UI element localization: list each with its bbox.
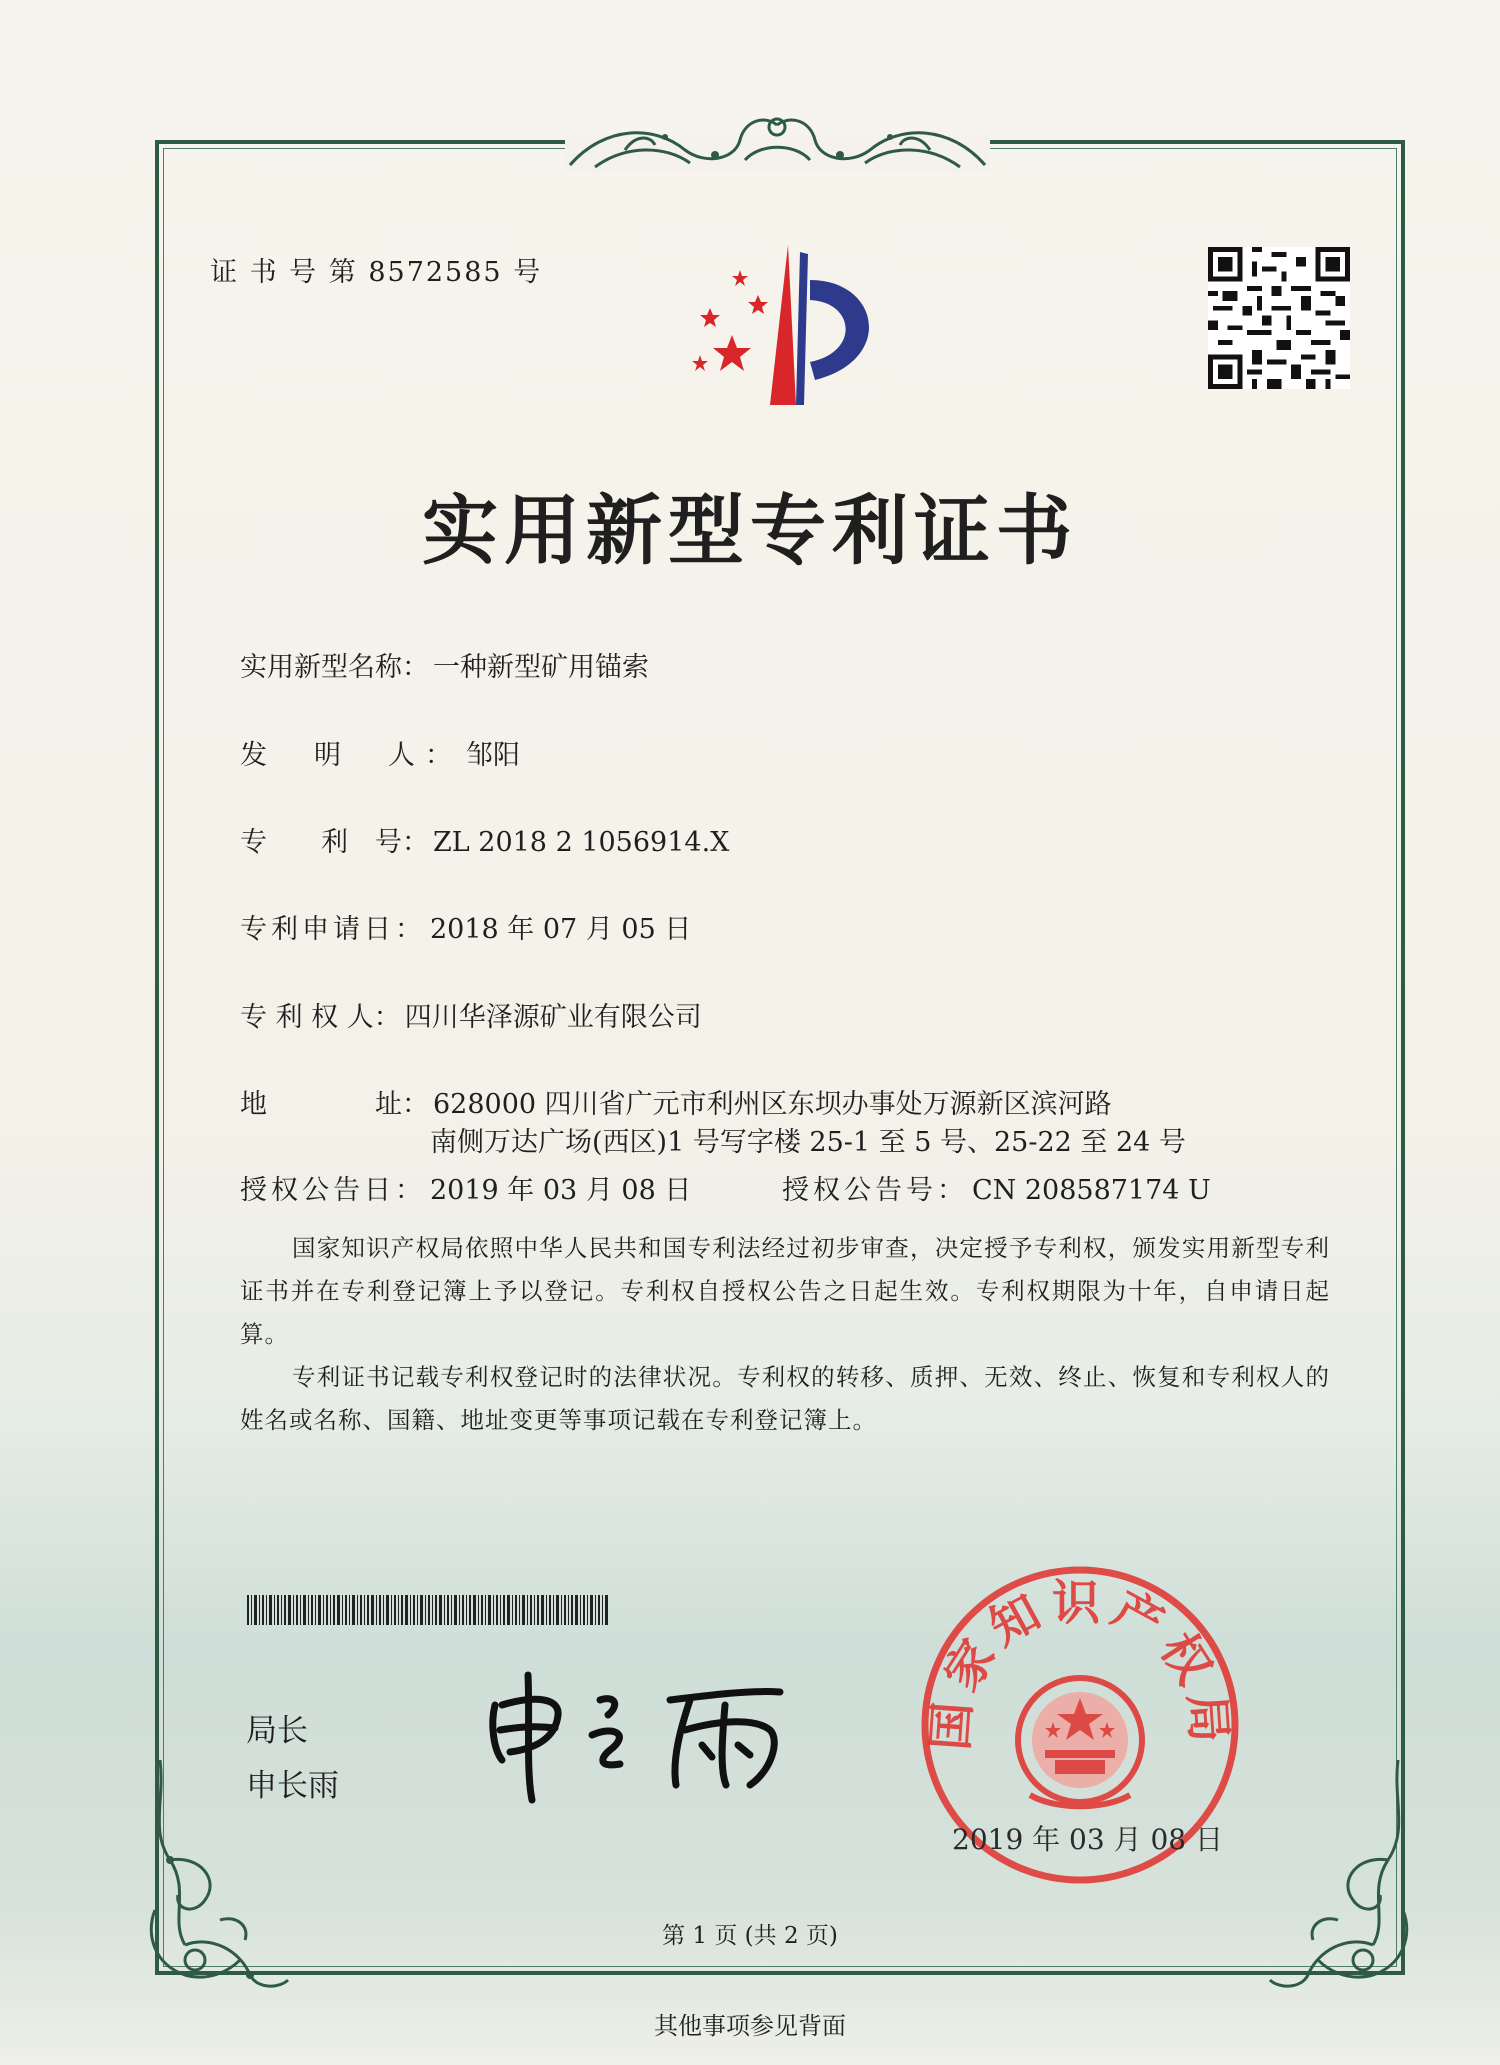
cnipa-emblem-icon	[670, 240, 900, 410]
field-value: CN 208587174 U	[972, 1175, 1211, 1206]
field-label: 实用新型名称：	[240, 652, 429, 683]
field-address	[240, 1082, 1112, 1121]
top-ornament	[565, 105, 990, 180]
field-value: 2018 年 07 月 05 日	[430, 914, 692, 945]
field-label: 地 址：	[240, 1089, 429, 1120]
barcode	[247, 1595, 609, 1625]
field-grant-pub-number	[782, 1168, 1211, 1207]
footer-note: 其他事项参见背面	[654, 2012, 846, 2040]
field-label: 授权公告号：	[782, 1175, 968, 1206]
field-label: 专 利 号：	[240, 827, 429, 858]
certificate-number	[210, 250, 542, 289]
field-filing-date	[240, 907, 691, 946]
field-utility-model-name	[240, 645, 649, 684]
bottom-right-ornament	[1268, 1760, 1418, 1995]
field-value: ZL 2018 2 1056914.X	[433, 827, 730, 858]
certificate-title: 实用新型专利证书	[422, 486, 1078, 575]
certificate-number-suffix: 号	[513, 257, 543, 288]
field-patent-number	[240, 820, 729, 859]
field-value: 一种新型矿用锚索	[433, 652, 649, 683]
field-value: 南侧万达广场(西区)1 号写字楼 25-1 至 5 号、25-22 至 24 号	[430, 1127, 1186, 1158]
page-number: 第 1 页 (共 2 页)	[662, 1923, 838, 1949]
statement-paragraph-2: 专利证书记载专利权登记时的法律状况。专利权的转移、质押、无效、终止、恢复和专利权人的姓名或名称、国籍、地址变更等事项记载在专利登记簿上。	[240, 1363, 1330, 1434]
director-name: 申长雨	[246, 1768, 339, 1804]
director-title: 局长	[246, 1713, 308, 1749]
statement-paragraph-1: 国家知识产权局依照中华人民共和国专利法经过初步审查，决定授予专利权，颁发实用新型专利证书并在专利登记簿上予以登记。专利权自授权公告之日起生效。专利权期限为十年，自申请日起算。	[240, 1234, 1330, 1348]
field-grant-date	[240, 1168, 691, 1207]
qr-code	[1208, 247, 1350, 389]
field-label: 专利申请日：	[240, 914, 426, 945]
field-label: 发 明 人：	[240, 740, 462, 771]
field-inventor	[240, 733, 520, 772]
field-label: 专 利 权 人：	[240, 1002, 401, 1033]
field-value: 邹阳	[466, 740, 520, 771]
field-value: 628000 四川省广元市利州区东坝办事处万源新区滨河路	[433, 1089, 1112, 1120]
svg-text:国家知识产权局: 国家知识产权局	[922, 1575, 1238, 1753]
field-value: 四川华泽源矿业有限公司	[404, 1002, 702, 1033]
field-label: 授权公告日：	[240, 1175, 426, 1206]
field-value: 2019 年 03 月 08 日	[430, 1175, 692, 1206]
certificate-number-value: 8572585	[368, 257, 503, 288]
certificate-number-label: 证 书 号 第	[210, 257, 358, 288]
field-address-line2	[430, 1120, 1186, 1159]
field-patentee	[240, 995, 702, 1034]
director-signature	[480, 1660, 810, 1810]
seal-date: 2019 年 03 月 08 日	[952, 1823, 1224, 1856]
